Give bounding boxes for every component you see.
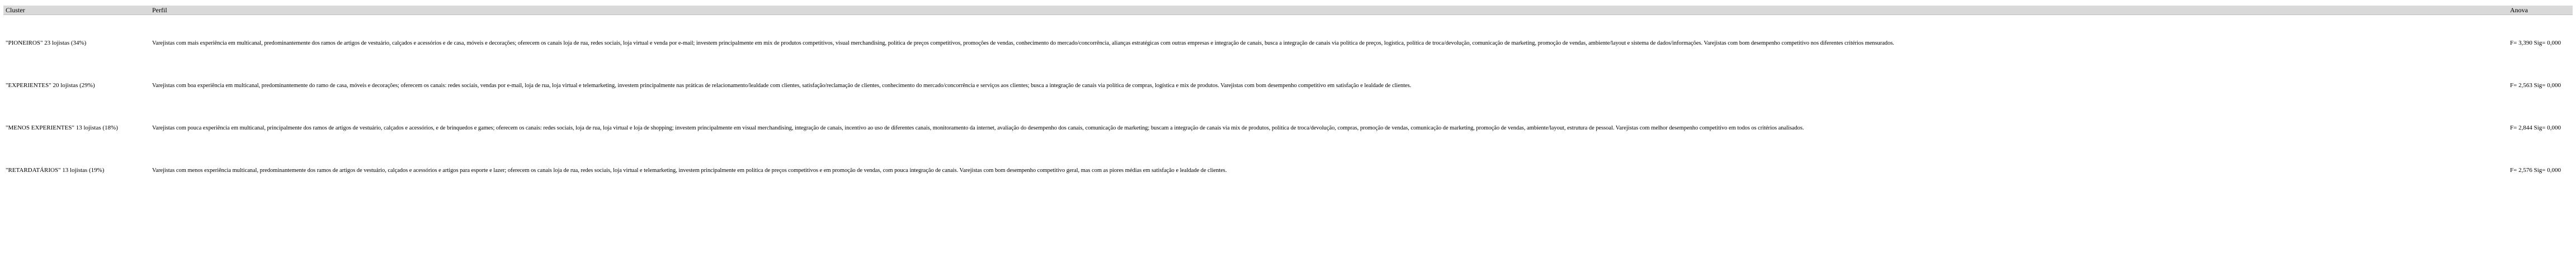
table-row bbox=[3, 156, 2573, 185]
perfil-cell: Varejistas com menos experiência multicanal, predominantemente dos ramos de artigos de vestuário, calçados e acessórios e artigos para esporte e lazer; oferecem os canais loja de rua, redes sociais, loja virtual e telemarketing, investem principalmente em política de preços competitivos e em promoção de vendas, com pouca integração de canais. Varejistas com bom desempenho competitivo geral, mas com as piores médias em satisfação e lealdade de clientes. bbox=[152, 167, 1227, 174]
header-perfil: Perfil bbox=[150, 6, 2508, 15]
perfil-cell: Varejistas com boa experiência em multicanal, predominantemente do ramo de casa, móveis e decorações; oferecem os canais: redes sociais, vendas por e-mail, loja de rua, loja virtual e telemarketing, investem principalmente nas práticas de relacionamento/lealdade com clientes, satisfação/reclamação de clientes, conhecimento do mercado/concorrência e serviços aos clientes; busca a integração de canais via política de compras, logística e mix de produtos. Varejistas com bom desempenho competitivo em satisfação e lealdade de clientes. bbox=[152, 82, 1412, 89]
anova-cell: F= 2,563 Sig= 0,000 bbox=[2510, 82, 2561, 89]
cluster-table bbox=[3, 6, 2573, 185]
cluster-cell: "MENOS EXPERIENTES" 13 lojistas (18%) bbox=[6, 124, 118, 131]
cluster-cell: "RETARDATÁRIOS" 13 lojistas (19%) bbox=[6, 167, 105, 174]
table-row bbox=[3, 100, 2573, 156]
anova-cell: F= 2,576 Sig= 0,000 bbox=[2510, 167, 2561, 174]
anova-cell: F= 2,844 Sig= 0,000 bbox=[2510, 124, 2561, 131]
perfil-cell: Varejistas com mais experiência em multicanal, predominantemente dos ramos de artigos de vestuário, calçados e acessórios e de casa, móveis e decorações; oferecem os canais loja de rua, redes sociais, loja virtual e venda por e-mail; investem principalmente em mix de produtos competitivos, visual merchandising, política de preços competitivos, promoções de vendas, conhecimento do mercado/concorrência, alianças estratégicas com outras empresas e integração de canais, busca a integração de canais via política de preços, logística, política de troca/devolução, comunicação de marketing, promoção de vendas, ambiente/layout e sistema de dados/informações. Varejistas com bom desempenho competitivo nos diferentes critérios mensurados. bbox=[152, 40, 1894, 46]
table-row bbox=[3, 15, 2573, 71]
header-anova: Anova bbox=[2508, 6, 2573, 15]
cluster-cell: "PIONEIROS" 23 lojistas (34%) bbox=[6, 40, 87, 46]
anova-cell: F= 3,390 Sig= 0,000 bbox=[2510, 40, 2561, 46]
header-cluster: Cluster bbox=[3, 6, 150, 15]
cluster-cell: "EXPERIENTES" 20 lojistas (29%) bbox=[6, 82, 95, 89]
perfil-cell: Varejistas com pouca experiência em multicanal, principalmente dos ramos de artigos de vestuário, calçados e acessórios, e de brinquedos e games; oferecem os canais: redes sociais, loja de rua, loja virtual e loja de shopping; investem principalmente em visual merchandising, integração de canais, incentivo ao uso de diferentes canais, monitoramento da internet, avaliação do desempenho dos canais, comunicação de marketing; buscam a integração de canais via mix de produtos, política de troca/devolução, compras, promoção de vendas, comunicação de marketing, promoção de vendas, ambiente/layout, estrutura de pessoal. Varejistas com melhor desempenho competitivo em todos os critérios analisados. bbox=[152, 124, 1804, 131]
table-header-row bbox=[3, 6, 2573, 15]
table-row bbox=[3, 71, 2573, 100]
